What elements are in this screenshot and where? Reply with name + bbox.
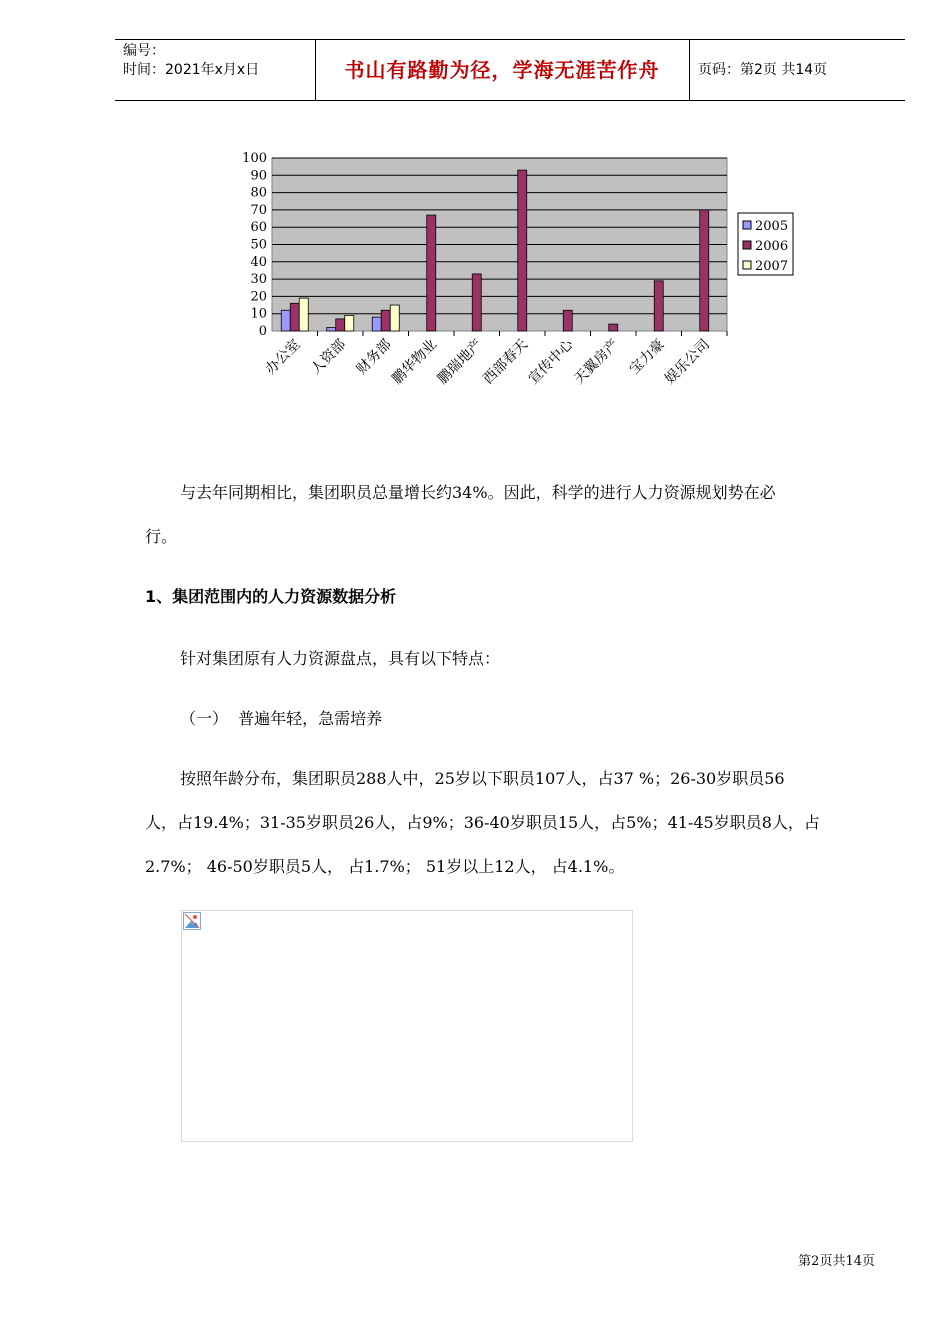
x-category-label: 天翼房产 [571, 336, 623, 388]
bar-2006 [336, 319, 345, 331]
legend-label: 2006 [755, 239, 789, 254]
x-category-label: 鹏瑞地产 [434, 336, 486, 388]
paragraph-line: 与去年同期相比，集团职员总量增长约34%。因此，科学的进行人力资源规划势在必 [180, 483, 776, 502]
bar-2006 [609, 324, 618, 331]
image-placeholder [181, 910, 633, 1142]
y-tick-label: 90 [250, 168, 267, 184]
page-footer: 第2页共14页 [798, 1254, 875, 1269]
bar-2006 [518, 170, 527, 331]
paragraph-line: 行。 [145, 527, 178, 546]
page-header [115, 39, 905, 101]
bar-2006 [654, 281, 663, 331]
section-heading: 1、集团范围内的人力资源数据分析 [145, 587, 397, 606]
bar-2007 [345, 315, 354, 331]
paragraph-line: 按照年龄分布，集团职员288人中，25岁以下职员107人，占37 %；26-30岁职员56 [180, 769, 785, 788]
paragraph-line: 针对集团原有人力资源盘点，具有以下特点： [180, 649, 501, 668]
x-category-label: 宝力豪 [626, 336, 668, 378]
y-tick-label: 60 [250, 220, 267, 236]
y-tick-label: 70 [250, 202, 267, 218]
y-tick-label: 30 [250, 272, 267, 288]
y-tick-label: 10 [250, 306, 267, 322]
x-category-label: 西部春天 [480, 336, 532, 388]
bar-2007 [299, 298, 308, 331]
department-bar-chart [225, 148, 825, 418]
bar-2006 [563, 310, 572, 331]
legend-swatch [743, 241, 751, 249]
number-label: 编号： [123, 43, 165, 59]
x-category-label: 娱乐公司 [662, 336, 714, 388]
x-category-label: 财务部 [353, 336, 395, 378]
broken-image-icon [183, 912, 201, 930]
legend-label: 2007 [755, 259, 789, 274]
x-category-label: 人资部 [308, 336, 350, 378]
bar-2007 [390, 305, 399, 331]
bar-2006 [381, 310, 390, 331]
x-category-label: 办公室 [262, 336, 304, 378]
x-category-label: 鹏华物业 [389, 336, 441, 388]
bar-2006 [472, 274, 481, 331]
paragraph-line: 人，占19.4%；31-35岁职员26人，占9%；36-40岁职员15人，占5%；41-45岁职员8人，占 [145, 813, 820, 832]
y-tick-label: 0 [258, 324, 267, 339]
header-motto: 书山有路勤为径，学海无涯苦作舟 [344, 58, 660, 82]
bar-2005 [372, 317, 381, 331]
y-tick-label: 40 [250, 254, 267, 270]
y-tick-label: 50 [250, 237, 267, 253]
bar-2006 [427, 215, 436, 331]
x-category-label: 宣传中心 [525, 336, 577, 388]
bar-2005 [327, 328, 336, 331]
header-page-info: 页码：第2页 共14页 [698, 62, 828, 78]
y-tick-label: 20 [250, 289, 267, 305]
header-divider [689, 40, 690, 100]
sub-heading: （一） 普遍年轻，急需培养 [180, 709, 383, 728]
y-tick-label: 80 [250, 185, 267, 201]
paragraph-line: 2.7%； 46-50岁职员5人， 占1.7%； 51岁以上12人， 占4.1%。 [145, 857, 625, 876]
legend-swatch [743, 221, 751, 229]
header-meta [123, 42, 315, 80]
bar-2006 [700, 210, 709, 331]
bar-2005 [281, 310, 290, 331]
legend-label: 2005 [755, 219, 789, 234]
y-tick-label: 100 [242, 151, 267, 166]
bar-2006 [290, 303, 299, 331]
time-label: 时间：2021年x月x日 [123, 62, 260, 78]
legend-swatch [743, 261, 751, 269]
